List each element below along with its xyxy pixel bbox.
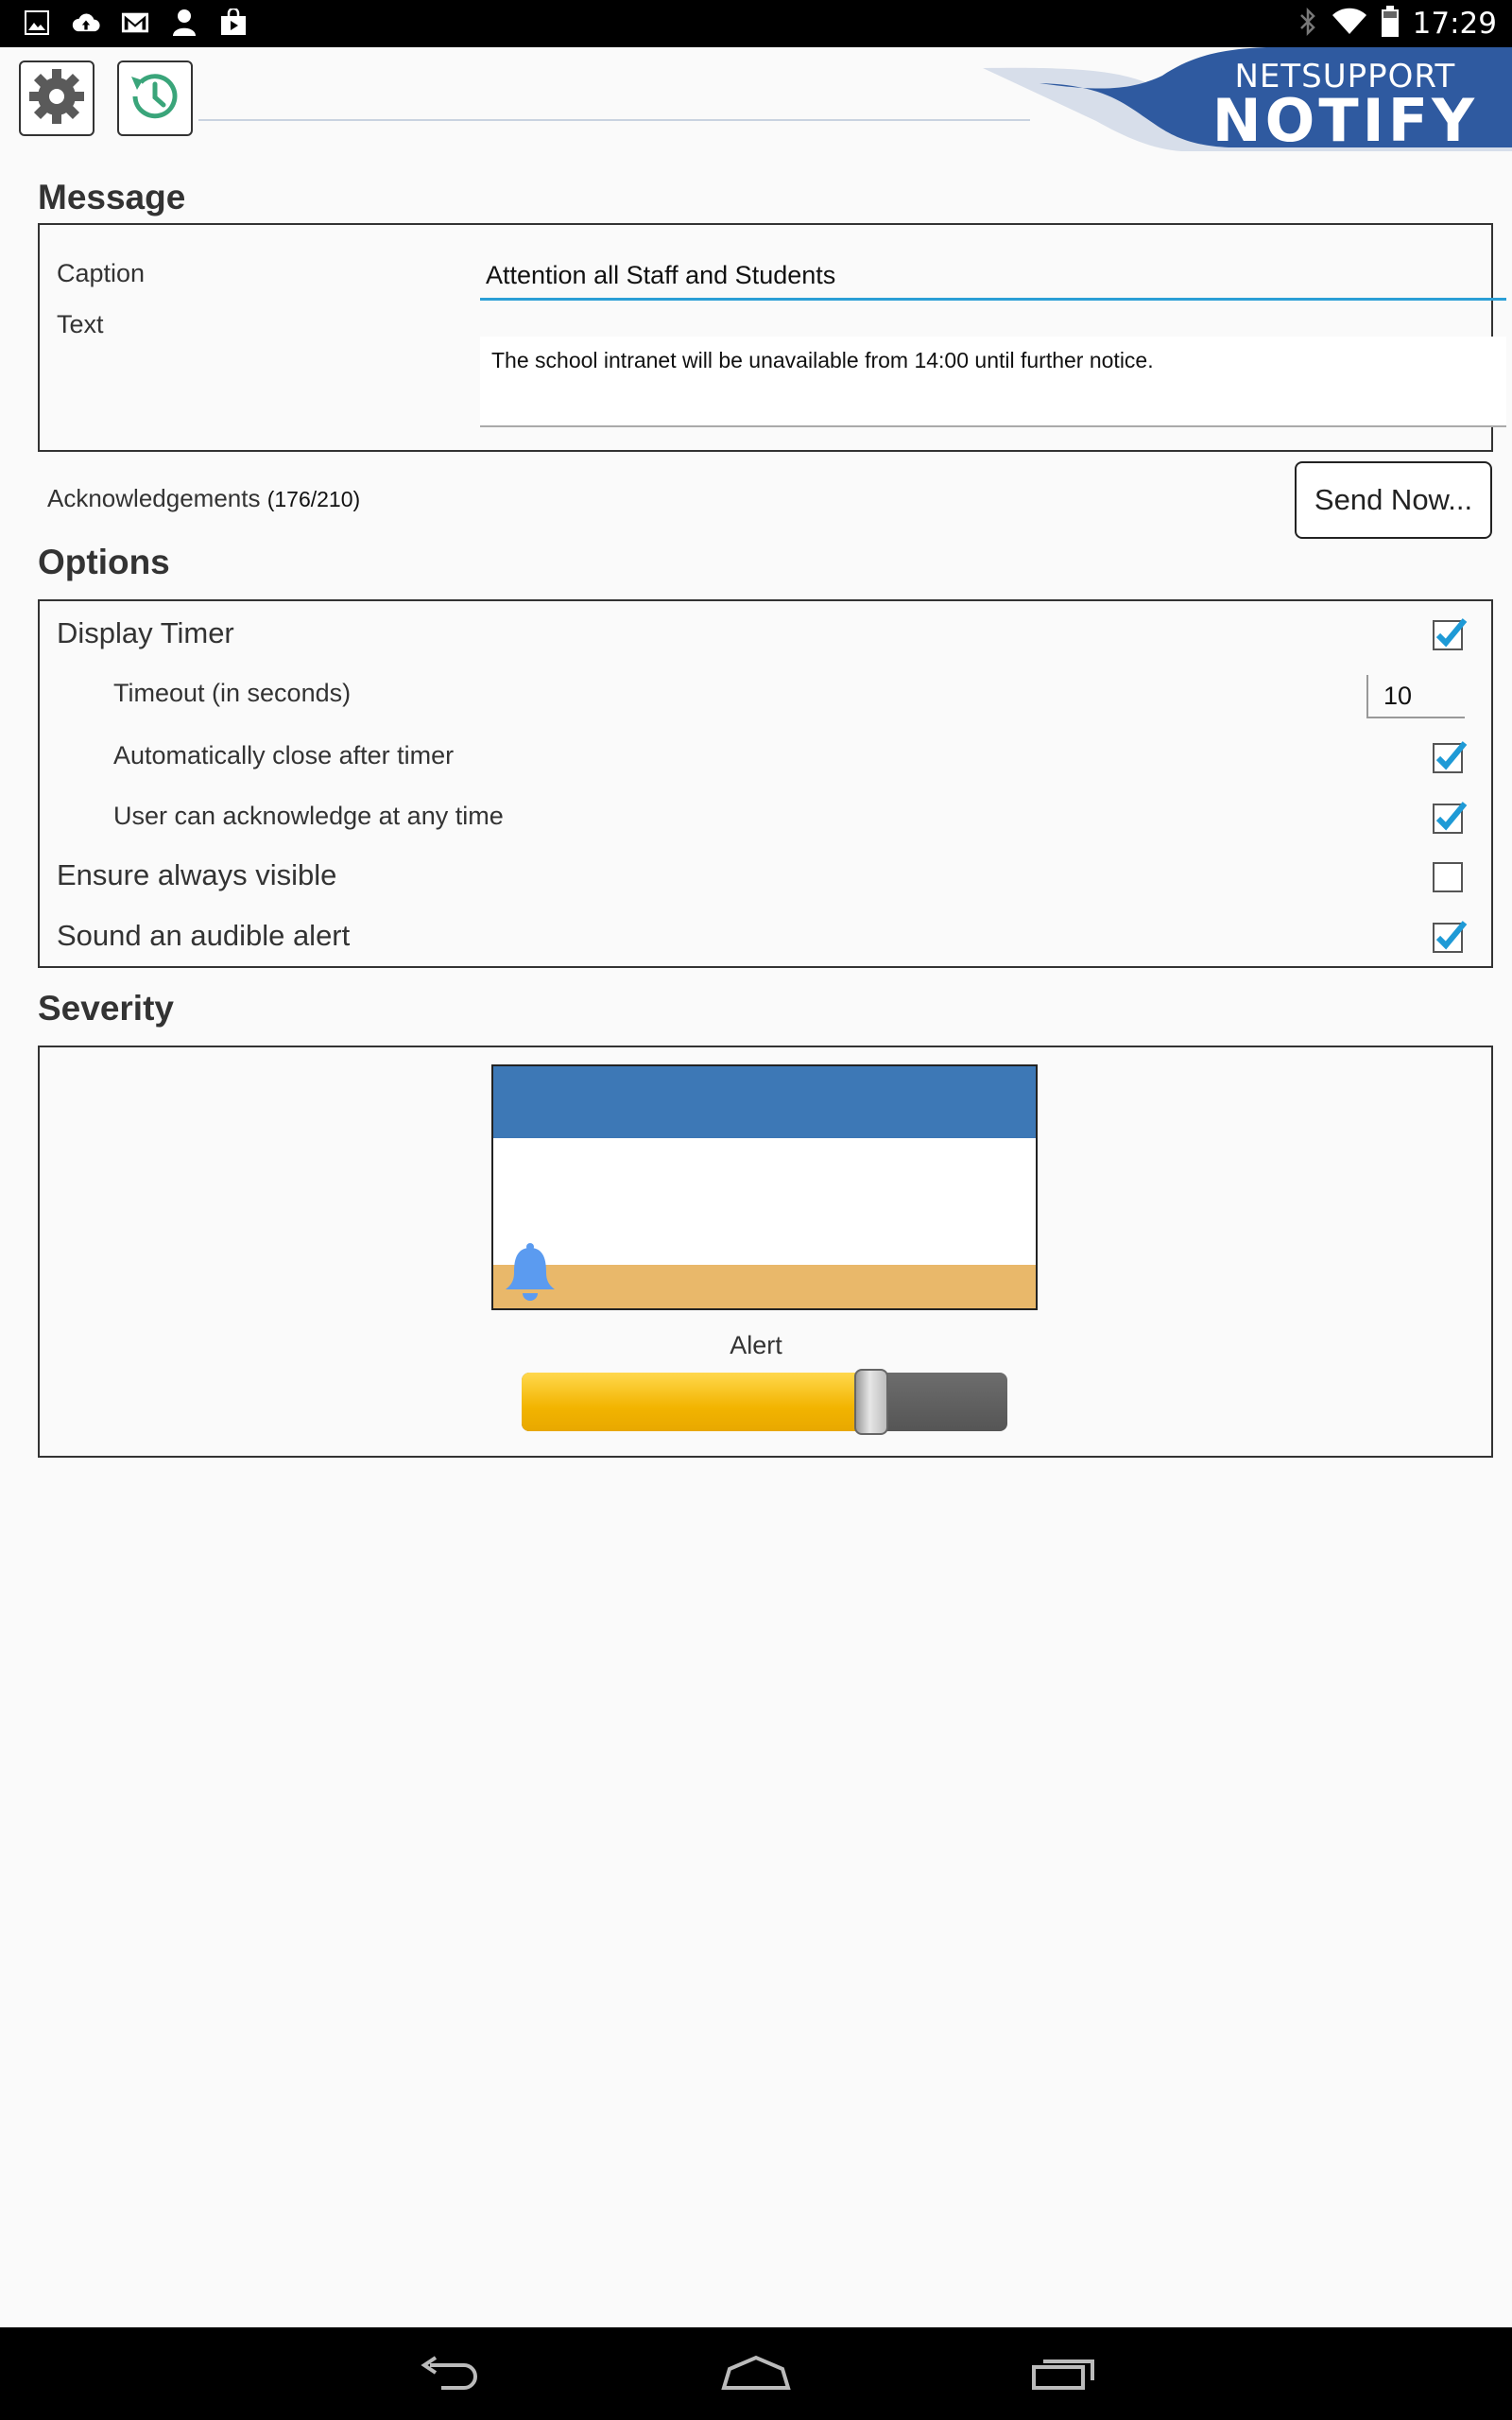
- acknowledgements-label: Acknowledgements: [47, 484, 261, 512]
- battery-icon: [1381, 6, 1400, 42]
- display-timer-label: Display Timer: [57, 616, 234, 649]
- message-section-title: Message: [38, 178, 186, 216]
- history-button[interactable]: [117, 60, 193, 136]
- recents-icon: [1030, 2354, 1098, 2395]
- audible-alert-checkbox[interactable]: [1433, 923, 1463, 953]
- timeout-label: Timeout (in seconds): [113, 679, 352, 707]
- auto-close-row: [40, 734, 1491, 781]
- navigation-bar: [0, 2327, 1512, 2420]
- send-now-button[interactable]: Send Now...: [1295, 461, 1492, 539]
- wifi-icon: [1332, 8, 1367, 40]
- bluetooth-icon: [1297, 7, 1318, 41]
- logo-text-top: NETSUPPORT: [1234, 58, 1456, 95]
- home-button[interactable]: [718, 2348, 794, 2401]
- options-panel: [38, 599, 1493, 968]
- acknowledge-any-time-label: User can acknowledge at any time: [113, 802, 504, 830]
- always-visible-row: [40, 853, 1491, 900]
- auto-close-label: Automatically close after timer: [113, 741, 455, 769]
- caption-label: Caption: [57, 259, 146, 287]
- settings-button[interactable]: [19, 60, 94, 136]
- audible-alert-row: [40, 913, 1491, 960]
- severity-slider-thumb[interactable]: [854, 1369, 888, 1435]
- bell-icon: [503, 1242, 558, 1305]
- home-icon: [720, 2354, 792, 2395]
- acknowledge-any-time-row: [40, 794, 1491, 841]
- caption-input[interactable]: [480, 253, 1506, 301]
- app-header: [0, 47, 1512, 155]
- audible-alert-label: Sound an audible alert: [57, 919, 351, 952]
- acknowledge-any-time-checkbox[interactable]: [1433, 804, 1463, 834]
- auto-close-checkbox[interactable]: [1433, 743, 1463, 773]
- history-icon: [124, 65, 186, 131]
- back-button[interactable]: [412, 2348, 488, 2401]
- timeout-row: [40, 671, 1491, 718]
- display-timer-checkbox[interactable]: [1433, 620, 1463, 650]
- person-icon: [170, 6, 198, 40]
- severity-slider-fill: [522, 1373, 871, 1431]
- always-visible-label: Ensure always visible: [57, 858, 337, 891]
- display-timer-row: [40, 611, 1491, 658]
- always-visible-checkbox[interactable]: [1433, 862, 1463, 892]
- clock: 17:29: [1412, 7, 1497, 41]
- notification-icons: [23, 6, 248, 40]
- severity-section-title: Severity: [38, 989, 174, 1028]
- timeout-input[interactable]: [1366, 675, 1465, 718]
- options-section-title: Options: [38, 543, 170, 581]
- severity-level-label: Alert: [730, 1331, 782, 1359]
- message-text-area[interactable]: The school intranet will be unavailable from 14:00 until further notice.: [480, 337, 1506, 427]
- preview-header-bar: [493, 1066, 1036, 1138]
- image-icon: [23, 6, 51, 40]
- gear-icon: [26, 66, 87, 130]
- severity-slider[interactable]: [522, 1373, 1007, 1431]
- netsupport-notify-logo: [983, 47, 1512, 155]
- recents-button[interactable]: [1026, 2348, 1102, 2401]
- gmail-icon: [121, 6, 149, 40]
- message-panel: [38, 223, 1493, 452]
- preview-footer-bar: [493, 1265, 1036, 1308]
- acknowledgements[interactable]: [47, 484, 360, 513]
- header-divider: [198, 119, 1030, 121]
- severity-preview: [491, 1064, 1038, 1310]
- back-icon: [417, 2354, 483, 2395]
- text-label: Text: [57, 310, 104, 338]
- logo-text-bottom: NOTIFY: [1211, 86, 1478, 155]
- status-bar: [0, 0, 1512, 47]
- shopping-bag-icon: [219, 6, 248, 40]
- cloud-upload-icon: [72, 6, 100, 40]
- acknowledgements-count: (176/210): [266, 487, 361, 511]
